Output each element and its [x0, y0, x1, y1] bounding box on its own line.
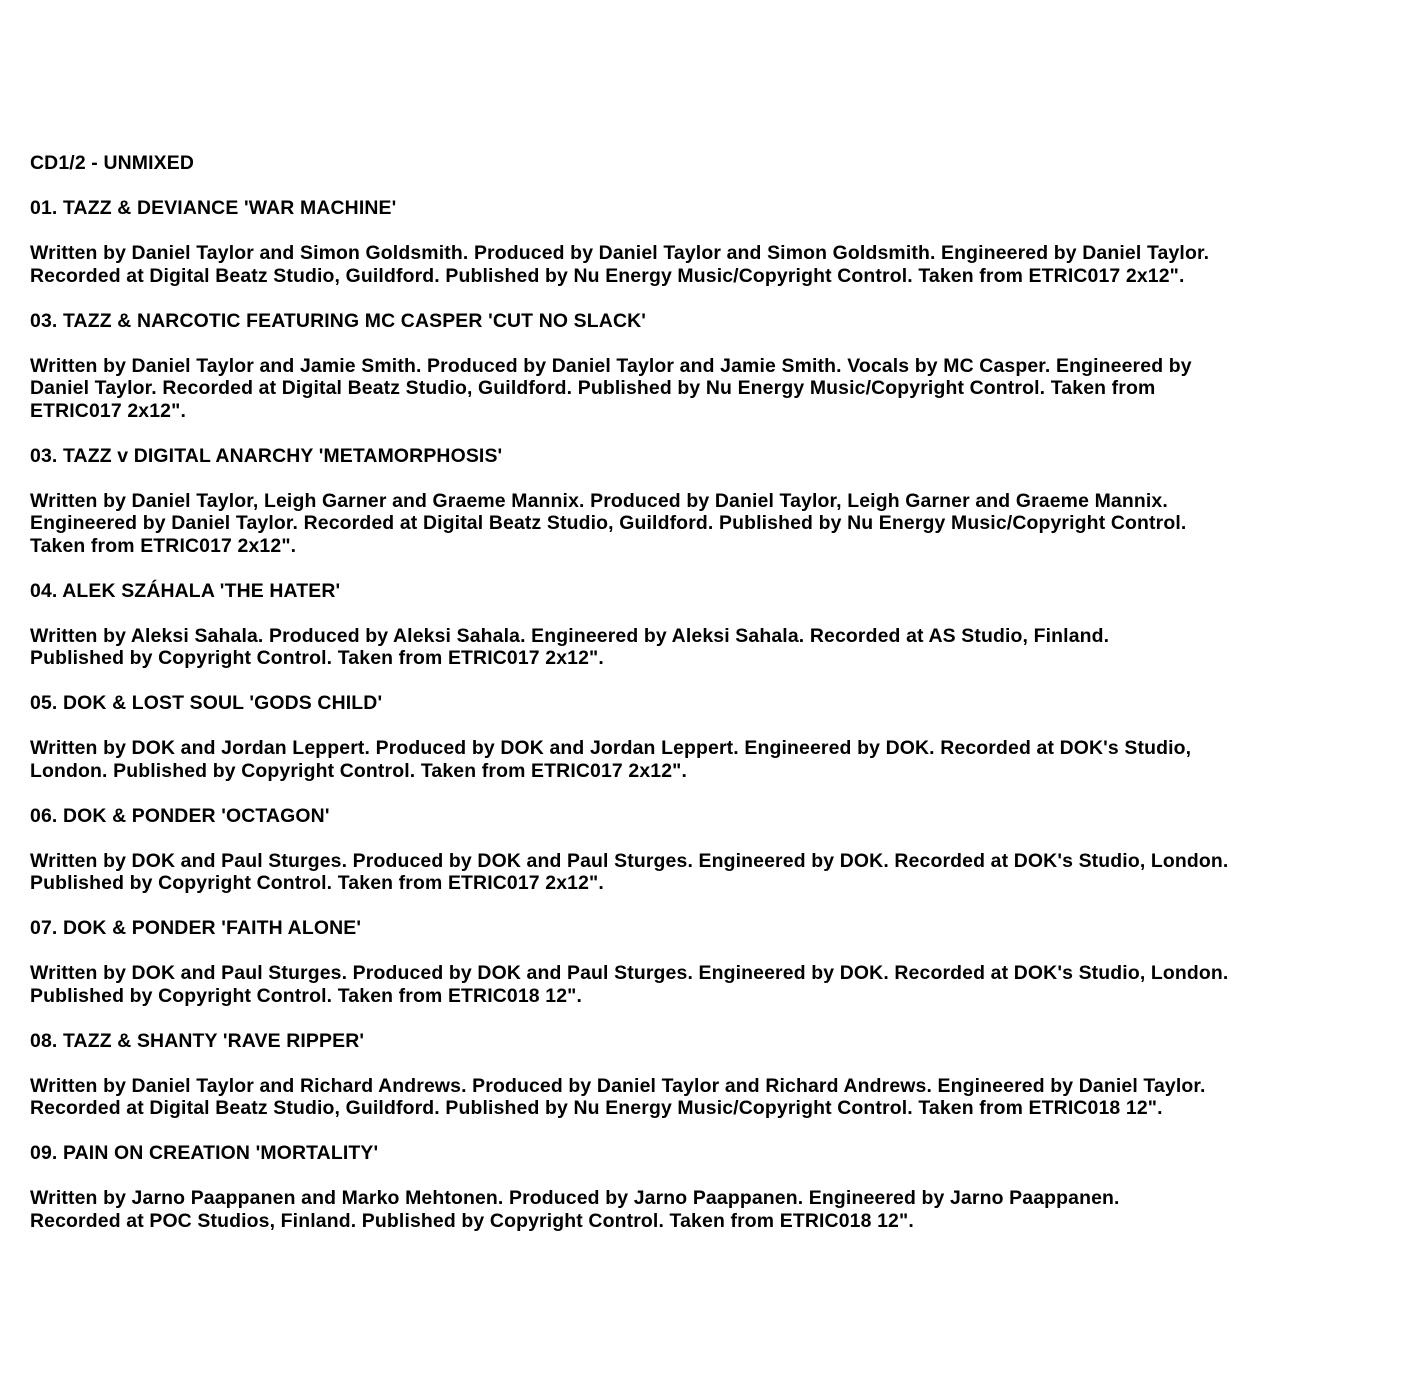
track-credits [30, 1187, 1400, 1232]
track-heading: 04. ALEK SZÁHALA 'THE HATER' [30, 579, 341, 602]
credit-line: Written by Daniel Taylor and Simon Goldsmith. Produced by Daniel Taylor and Simon Goldsmith. Engineered by Daniel Taylor. [30, 242, 1210, 264]
track-entry [30, 1030, 1400, 1120]
track-heading: 05. DOK & LOST SOUL 'GODS CHILD' [30, 692, 383, 714]
credit-line: ETRIC017 2x12". [30, 399, 187, 422]
track-list [30, 197, 1400, 1232]
track-entry [30, 310, 1400, 423]
credit-line: Written by Jarno Paappanen and Marko Mehtonen. Produced by Jarno Paappanen. Engineered by Jarno Paappanen. [30, 1187, 1120, 1209]
credit-line: Published by Copyright Control. Taken from ETRIC017 2x12". [30, 872, 604, 894]
credit-line: Written by Aleksi Sahala. Produced by Aleksi Sahala. Engineered by Aleksi Sahala. Recorded at AS Studio, Finland. [30, 624, 1110, 647]
track-heading: 08. TAZZ & SHANTY 'RAVE RIPPER' [30, 1029, 365, 1052]
credit-line: Written by DOK and Jordan Leppert. Produced by DOK and Jordan Leppert. Engineered by DOK. Recorded at DOK's Studio, [30, 737, 1192, 759]
credit-line: Recorded at Digital Beatz Studio, Guildford. Published by Nu Energy Music/Copyright Control. Taken from ETRIC018 12". [30, 1097, 1163, 1119]
track-credits [30, 1075, 1400, 1120]
credit-line: Written by DOK and Paul Sturges. Produced by DOK and Paul Sturges. Engineered by DOK. Recorded at DOK's Studio, London. [30, 849, 1229, 872]
track-heading: 09. PAIN ON CREATION 'MORTALITY' [30, 1142, 379, 1164]
track-credits-sheet [30, 152, 1400, 1255]
credit-line: Written by DOK and Paul Sturges. Produced by DOK and Paul Sturges. Engineered by DOK. Recorded at DOK's Studio, London. [30, 962, 1229, 984]
track-heading: 07. DOK & PONDER 'FAITH ALONE' [30, 917, 362, 939]
credit-line: Taken from ETRIC017 2x12". [30, 534, 297, 557]
track-credits [30, 242, 1400, 287]
track-credits [30, 737, 1400, 782]
credit-line: Written by Daniel Taylor, Leigh Garner and Graeme Mannix. Produced by Daniel Taylor, Leigh Garner and Graeme Mannix. [30, 489, 1168, 512]
credit-line: Written by Daniel Taylor and Richard Andrews. Produced by Daniel Taylor and Richard Andrews. Engineered by Daniel Taylor. [30, 1074, 1206, 1097]
track-heading: 06. DOK & PONDER 'OCTAGON' [30, 804, 330, 827]
track-heading: 03. TAZZ & NARCOTIC FEATURING MC CASPER 'CUT NO SLACK' [30, 309, 647, 332]
credit-line: London. Published by Copyright Control. Taken from ETRIC017 2x12". [30, 759, 688, 782]
credit-line: Recorded at Digital Beatz Studio, Guildford. Published by Nu Energy Music/Copyright Control. Taken from ETRIC017 2x12". [30, 264, 1185, 287]
disc-title: CD1/2 - UNMIXED [30, 152, 194, 174]
track-heading: 03. TAZZ v DIGITAL ANARCHY 'METAMORPHOSIS' [30, 444, 503, 467]
track-entry [30, 805, 1400, 895]
track-credits [30, 490, 1400, 558]
credit-line: Published by Copyright Control. Taken from ETRIC018 12". [30, 984, 583, 1007]
credit-line: Published by Copyright Control. Taken from ETRIC017 2x12". [30, 647, 604, 669]
credit-line: Daniel Taylor. Recorded at Digital Beatz Studio, Guildford. Published by Nu Energy Music/Copyright Control. Taken from [30, 377, 1156, 399]
track-credits [30, 962, 1400, 1007]
track-credits [30, 355, 1400, 423]
track-entry [30, 197, 1400, 287]
credit-line: Recorded at POC Studios, Finland. Published by Copyright Control. Taken from ETRIC018 12". [30, 1209, 914, 1232]
track-entry [30, 1142, 1400, 1232]
track-heading: 01. TAZZ & DEVIANCE 'WAR MACHINE' [30, 197, 397, 219]
track-entry [30, 445, 1400, 558]
track-credits [30, 850, 1400, 895]
track-entry [30, 580, 1400, 670]
track-credits [30, 625, 1400, 670]
credit-line: Engineered by Daniel Taylor. Recorded at Digital Beatz Studio, Guildford. Published by Nu Energy Music/Copyright Control. [30, 512, 1187, 534]
track-entry [30, 692, 1400, 782]
track-entry [30, 917, 1400, 1007]
credit-line: Written by Daniel Taylor and Jamie Smith. Produced by Daniel Taylor and Jamie Smith. Vocals by MC Casper. Engineered by [30, 354, 1192, 377]
